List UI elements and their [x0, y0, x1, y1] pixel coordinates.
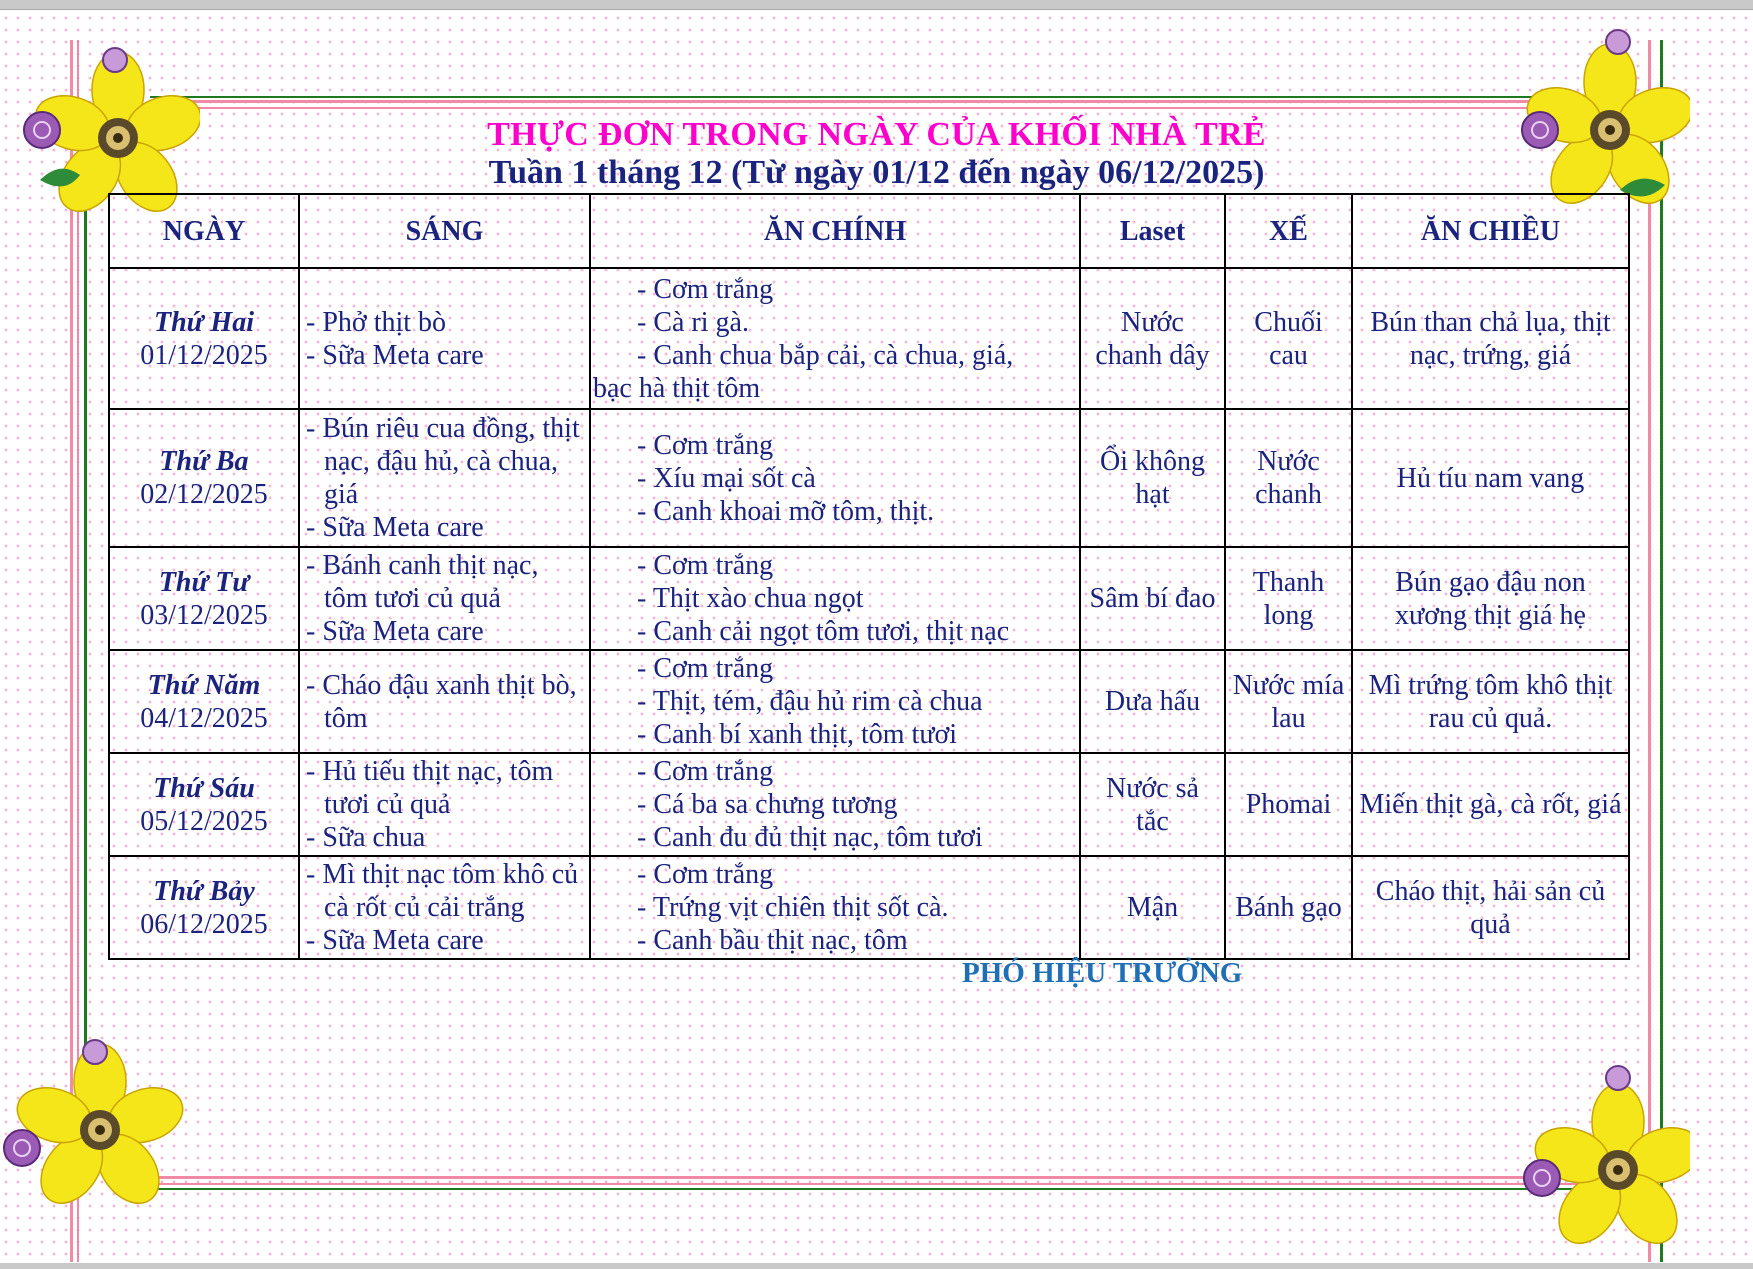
list-item: - Cháo đậu xanh thịt bò, tôm: [306, 669, 583, 735]
day-name: Thứ Sáu: [153, 772, 255, 804]
header-xe: XẾ: [1225, 194, 1352, 268]
list-item: - Canh khoai mỡ tôm, thịt.: [637, 495, 1073, 528]
table-row: [109, 547, 1629, 650]
afternoon-cell: Miến thịt gà, cà rốt, giá: [1352, 753, 1629, 856]
day-date: 03/12/2025: [140, 599, 268, 631]
list-item: - Cà ri gà.: [637, 306, 1073, 339]
main-cell: [590, 409, 1080, 547]
laset-cell: Nước chanh dây: [1080, 268, 1225, 409]
frame-top-green: [150, 96, 1620, 98]
list-item: - Thịt, tém, đậu hủ rim cà chua: [637, 685, 1073, 718]
list-item: - Cơm trắng: [637, 755, 1073, 788]
laset-cell: Mận: [1080, 856, 1225, 959]
header-day: NGÀY: [109, 194, 299, 268]
frame-bottom-green: [150, 1188, 1620, 1190]
list-item: - Cơm trắng: [637, 273, 1073, 306]
day-cell: [109, 856, 299, 959]
laset-cell: Ổi không hạt: [1080, 409, 1225, 547]
list-item: - Cơm trắng: [637, 429, 1073, 462]
afternoon-cell: Bún than chả lụa, thịt nạc, trứng, giá: [1352, 268, 1629, 409]
list-item: - Sữa Meta care: [306, 511, 583, 544]
header-laset: Laset: [1080, 194, 1225, 268]
afternoon-cell: Mì trứng tôm khô thịt rau củ quả.: [1352, 650, 1629, 753]
xe-cell: Phomai: [1225, 753, 1352, 856]
day-cell: [109, 547, 299, 650]
frame-top-line: [150, 100, 1620, 103]
main-cell: [590, 650, 1080, 753]
table-row: [109, 650, 1629, 753]
list-item: - Sữa Meta care: [306, 615, 583, 648]
list-item: - Cá ba sa chưng tương: [637, 788, 1073, 821]
table-row: [109, 268, 1629, 409]
header-morning: SÁNG: [299, 194, 590, 268]
day-name: Thứ Tư: [158, 566, 250, 598]
frame-left-green: [84, 190, 87, 1070]
day-date: 02/12/2025: [140, 479, 268, 510]
list-item: - Phở thịt bò: [306, 306, 583, 339]
laset-cell: Sâm bí đao: [1080, 547, 1225, 650]
day-date: 05/12/2025: [140, 805, 268, 837]
xe-cell: Thanh long: [1225, 547, 1352, 650]
day-name: Thứ Ba: [159, 446, 249, 477]
menu-title: THỰC ĐƠN TRONG NGÀY CỦA KHỐI NHÀ TRẺ: [487, 116, 1266, 153]
list-item: - Cơm trắng: [637, 652, 1073, 685]
table-header-row: [109, 194, 1629, 268]
list-item: - Canh cải ngọt tôm tươi, thịt nạc: [637, 615, 1073, 648]
list-item: - Cơm trắng: [637, 549, 1073, 582]
day-name: Thứ Bảy: [153, 875, 255, 907]
list-item-continuation: bạc hà thịt tôm: [593, 372, 761, 404]
day-name: Thứ Năm: [147, 669, 261, 701]
afternoon-cell: Cháo thịt, hải sản củ quả: [1352, 856, 1629, 959]
day-cell: [109, 753, 299, 856]
list-item: - Canh bầu thịt nạc, tôm: [637, 924, 1073, 957]
list-item: - Xíu mại sốt cà: [637, 462, 1073, 495]
frame-bottom-line-2: [150, 1183, 1620, 1185]
xe-cell: Nước mía lau: [1225, 650, 1352, 753]
list-item: - Bún riêu cua đồng, thịt nạc, đậu hủ, cà chua, giá: [306, 412, 583, 511]
list-item: - Thịt xào chua ngọt: [637, 582, 1073, 615]
list-item: - Bánh canh thịt nạc, tôm tươi củ quả: [306, 549, 583, 615]
table-row: [109, 409, 1629, 547]
afternoon-cell: Bún gạo đậu non xương thịt giá hẹ: [1352, 547, 1629, 650]
day-date: 06/12/2025: [140, 908, 268, 940]
bottom-toolbar-strip: [0, 1263, 1753, 1269]
xe-cell: Chuối cau: [1225, 268, 1352, 409]
morning-cell: [299, 856, 590, 959]
header-afternoon: ĂN CHIỀU: [1352, 194, 1629, 268]
yellow-flower-icon: [0, 1030, 190, 1220]
top-toolbar-strip: [0, 0, 1753, 10]
list-item: - Mì thịt nạc tôm khô củ cà rốt củ cải trắng: [306, 858, 583, 924]
table-row: [109, 753, 1629, 856]
main-cell: [590, 547, 1080, 650]
header-main: ĂN CHÍNH: [590, 194, 1080, 268]
list-item: - Canh bí xanh thịt, tôm tươi: [637, 718, 1073, 751]
menu-table: [108, 193, 1630, 960]
xe-cell: Bánh gạo: [1225, 856, 1352, 959]
list-item: - Sữa Meta care: [306, 924, 583, 957]
menu-subtitle: Tuần 1 tháng 12 (Từ ngày 01/12 đến ngày 06/12/2025): [488, 154, 1265, 191]
list-item: - Hủ tiếu thịt nạc, tôm tươi củ quả: [306, 755, 583, 821]
list-item: - Canh chua bắp cải, cà chua, giá,: [637, 339, 1073, 372]
day-date: 04/12/2025: [140, 702, 268, 734]
table-row: [109, 856, 1629, 959]
list-item: - Cơm trắng: [637, 858, 1073, 891]
day-cell: [109, 268, 299, 409]
morning-cell: [299, 409, 590, 547]
frame-top-line-2: [150, 107, 1620, 109]
day-cell: [109, 650, 299, 753]
xe-cell: Nước chanh: [1225, 409, 1352, 547]
main-cell: [590, 268, 1080, 409]
morning-cell: [299, 650, 590, 753]
day-cell: [109, 409, 299, 547]
main-cell: [590, 856, 1080, 959]
laset-cell: Dưa hấu: [1080, 650, 1225, 753]
morning-cell: [299, 753, 590, 856]
morning-cell: [299, 547, 590, 650]
list-item: - Canh đu đủ thịt nạc, tôm tươi: [637, 821, 1073, 854]
signature-title: PHÓ HIỆU TRƯỞNG: [962, 957, 1243, 989]
frame-bottom-line: [150, 1176, 1620, 1179]
day-date: 01/12/2025: [140, 339, 268, 371]
list-item: - Trứng vịt chiên thịt sốt cà.: [637, 891, 1073, 924]
morning-cell: [299, 268, 590, 409]
laset-cell: Nước sả tắc: [1080, 753, 1225, 856]
list-item: - Sữa Meta care: [306, 339, 583, 372]
afternoon-cell: Hủ tíu nam vang: [1352, 409, 1629, 547]
day-name: Thứ Hai: [153, 306, 254, 338]
main-cell: [590, 753, 1080, 856]
list-item: - Sữa chua: [306, 821, 583, 854]
yellow-flower-icon: [1500, 1060, 1690, 1250]
